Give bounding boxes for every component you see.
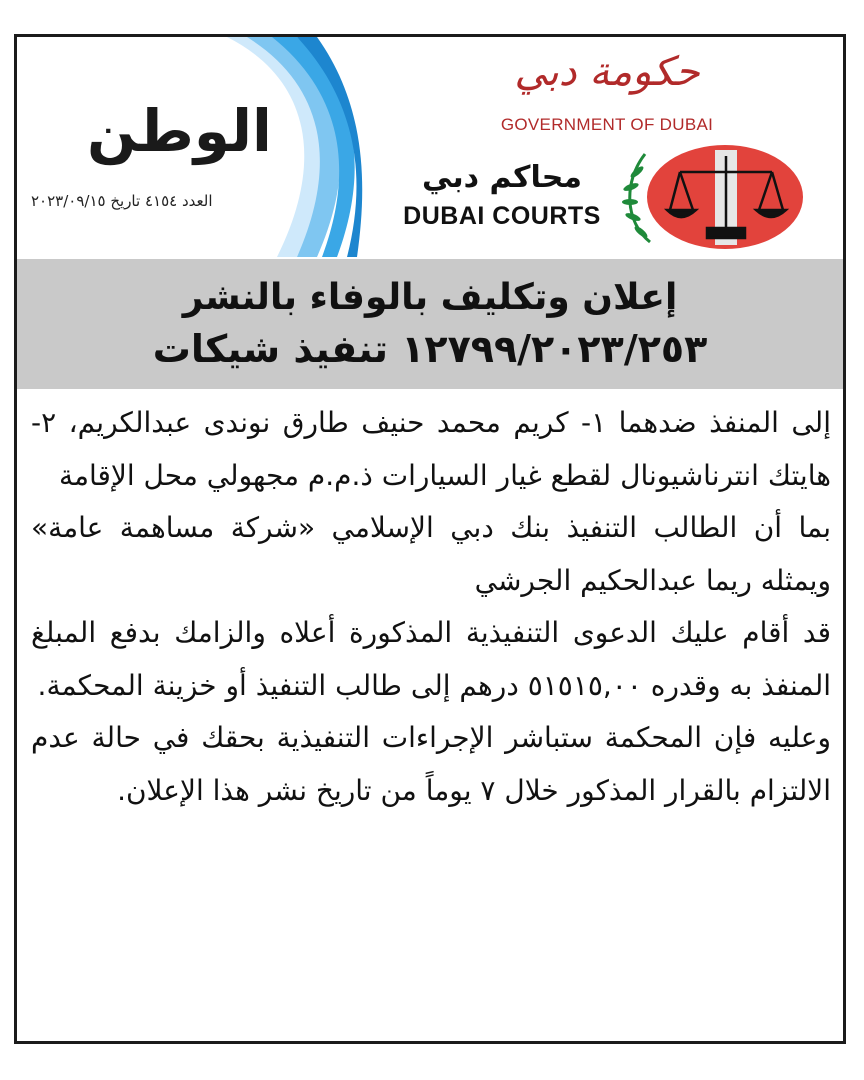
- notice-title: إعلان وتكليف بالوفاء بالنشر: [182, 277, 678, 318]
- issue-date-line: العدد ٤١٥٤ تاريخ ٢٠٢٣/٠٩/١٥: [31, 192, 213, 210]
- notice-paragraph-recipients: إلى المنفذ ضدهما ١- كريم محمد حنيف طارق نوندى عبدالكريم، ٢- هايتك انترناشيونال لقطع غيار السيارات ذ.م.م مجهولي محل الإقامة: [31, 406, 831, 492]
- notice-body: [31, 397, 831, 817]
- government-arabic-logo: حكومة دبي: [514, 49, 700, 95]
- government-english-label: GOVERNMENT OF DUBAI: [500, 115, 714, 134]
- case-number-title: ١٢٧٩٩/٢٠٢٣/٢٥٣ تنفيذ شيكات: [152, 327, 708, 371]
- notice-frame: [14, 34, 846, 1044]
- wave-decoration-icon: [217, 37, 367, 257]
- notice-paragraph-claim: قد أقام عليك الدعوى التنفيذية المذكورة أعلاه والزامك بدفع المبلغ المنفذ به وقدره ٥١٥١٥,٠٠ درهم إلى طالب التنفيذ أو خزينة المحكمة.: [31, 616, 831, 702]
- notice-title-band: [17, 259, 843, 389]
- scales-of-justice-emblem-icon: [615, 142, 805, 252]
- courts-english-label: DUBAI COURTS: [403, 202, 601, 230]
- newspaper-logo: الوطن: [87, 97, 272, 165]
- notice-header: [17, 37, 843, 257]
- notice-paragraph-consequence: وعليه فإن المحكمة ستباشر الإجراءات التنفيذية بحقك في حالة عدم الالتزام بالقرار المذكور خلال ٧ يوماً من تاريخ نشر هذا الإعلان.: [31, 721, 831, 807]
- courts-arabic-label: محاكم دبي: [422, 160, 582, 195]
- notice-paragraph-claimant: بما أن الطالب التنفيذ بنك دبي الإسلامي «شركة مساهمة عامة» ويمثله ريما عبدالحكيم الجرشي: [31, 511, 831, 597]
